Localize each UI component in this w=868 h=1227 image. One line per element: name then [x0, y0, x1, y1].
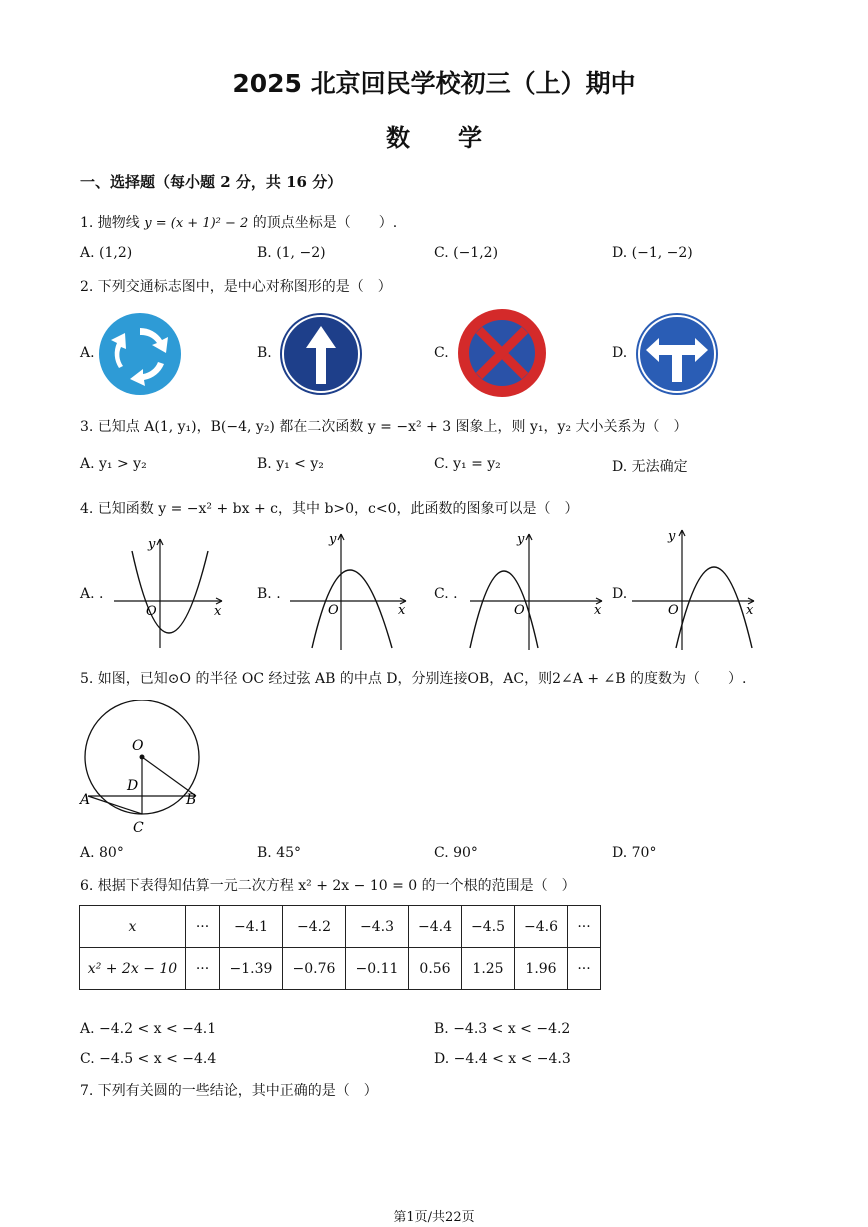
roundabout-sign-icon: [97, 312, 183, 396]
q3-option-a: A. y₁ > y₂: [80, 456, 147, 472]
q4-label-a: A. .: [80, 586, 104, 602]
q6-option-c: C. −4.5 < x < −4.4: [80, 1051, 217, 1067]
q4-label-b: B. .: [257, 586, 281, 602]
subject-title: 数学: [386, 124, 530, 152]
y-axis-label: y: [668, 529, 676, 544]
segment-ac: [88, 796, 142, 814]
table-cell: ···: [568, 906, 601, 948]
x-axis-label: x: [594, 603, 602, 618]
table-cell: −4.4: [409, 906, 462, 948]
table-cell: x² + 2x − 10: [80, 948, 186, 990]
q1-stem-prefix: 1. 抛物线: [80, 215, 140, 231]
q3-stem: 3. 已知点 A(1, y₁)，B(−4, y₂) 都在二次函数 y = −x² + 3 图象上，则 y₁，y₂ 大小关系为（ ）: [80, 419, 688, 435]
q4-graph-c: [466, 530, 606, 652]
x-axis-label: x: [746, 603, 754, 618]
label-d: D: [127, 778, 139, 794]
table-cell: −4.3: [346, 906, 409, 948]
q1-option-d: D. (−1, −2): [612, 245, 693, 261]
q5-stem: 5. 如图，已知⊙O 的半径 OC 经过弦 AB 的中点 D，分别连接OB，AC，则2∠A + ∠B 的度数为（ ）.: [80, 671, 747, 687]
table-cell: −0.11: [346, 948, 409, 990]
q1-option-a: A. (1,2): [80, 245, 133, 261]
q3-option-d: D. 无法确定: [612, 459, 688, 475]
table-cell: ···: [186, 948, 220, 990]
q4-label-d: D.: [612, 586, 628, 602]
q4-graph-a: [110, 533, 230, 651]
table-cell: 0.56: [409, 948, 462, 990]
q7-stem: 7. 下列有关圆的一些结论，其中正确的是（ ）: [80, 1083, 378, 1099]
q5-option-c: C. 90°: [434, 845, 478, 861]
origin-label: O: [328, 603, 339, 618]
q2-label-a: A.: [80, 345, 95, 361]
q2-label-b: B.: [257, 345, 272, 361]
table-cell: −4.1: [220, 906, 283, 948]
page-title: 2025 北京回民学校初三（上）期中: [232, 69, 636, 98]
table-cell: −0.76: [283, 948, 346, 990]
q1-option-b: B. (1, −2): [257, 245, 326, 261]
section-heading: 一、选择题（每小题 2 分，共 16 分）: [80, 173, 343, 191]
no-stopping-sign-icon: [456, 308, 548, 398]
label-o: O: [132, 738, 144, 754]
label-b: B: [186, 792, 197, 808]
q6-stem: 6. 根据下表得知估算一元二次方程 x² + 2x − 10 = 0 的一个根的范围是（ ）: [80, 878, 576, 894]
y-axis-label: y: [329, 532, 337, 547]
table-cell: −4.6: [515, 906, 568, 948]
table-cell: −4.5: [462, 906, 515, 948]
table-cell: x: [80, 906, 186, 948]
x-axis-label: x: [398, 603, 406, 618]
q4-stem: 4. 已知函数 y = −x² + bx + c，其中 b>0，c<0，此函数的图象可以是（ ）: [80, 501, 579, 517]
table-cell: −1.39: [220, 948, 283, 990]
q5-circle-figure: [76, 700, 208, 836]
q6-value-table: [79, 905, 601, 990]
parabola-curve: [676, 567, 752, 648]
q5-option-a: A. 80°: [80, 845, 124, 861]
table-row: [80, 948, 601, 990]
q2-stem: 2. 下列交通标志图中，是中心对称图形的是（ ）: [80, 279, 392, 295]
origin-label: O: [668, 603, 679, 618]
page-footer: 第1页/共22页: [393, 1210, 475, 1225]
q5-option-b: B. 45°: [257, 845, 302, 861]
turn-left-right-sign-icon: [635, 312, 719, 396]
q2-label-c: C.: [434, 345, 449, 361]
table-cell: 1.25: [462, 948, 515, 990]
q1-stem-suffix: 的顶点坐标是（ ）.: [252, 215, 398, 231]
q1-stem: [80, 212, 397, 232]
q4-graph-d: [630, 526, 758, 652]
q4-graph-b: [288, 530, 412, 652]
center-dot: [140, 755, 145, 760]
label-c: C: [133, 820, 144, 836]
y-axis-label: y: [148, 537, 156, 552]
q6-option-b: B. −4.3 < x < −4.2: [434, 1021, 571, 1037]
q4-label-c: C. .: [434, 586, 458, 602]
q1-option-c: C. (−1,2): [434, 245, 499, 261]
parabola-curve: [132, 551, 208, 633]
origin-label: O: [146, 604, 157, 619]
q5-option-d: D. 70°: [612, 845, 657, 861]
q3-option-c: C. y₁ = y₂: [434, 456, 501, 472]
table-cell: ···: [186, 906, 220, 948]
q1-formula: y = (x + 1)² − 2: [144, 216, 249, 231]
origin-label: O: [514, 603, 525, 618]
parabola-curve: [470, 571, 538, 648]
q3-option-b: B. y₁ < y₂: [257, 456, 324, 472]
table-cell: −4.2: [283, 906, 346, 948]
table-row: [80, 906, 601, 948]
q2-label-d: D.: [612, 345, 628, 361]
segment-ob: [142, 757, 196, 796]
straight-arrow-sign-icon: [278, 312, 364, 396]
table-cell: ···: [568, 948, 601, 990]
q6-option-d: D. −4.4 < x < −4.3: [434, 1051, 571, 1067]
parabola-curve: [312, 570, 392, 648]
q6-option-a: A. −4.2 < x < −4.1: [80, 1021, 217, 1037]
table-cell: 1.96: [515, 948, 568, 990]
x-axis-label: x: [214, 604, 222, 619]
label-a: A: [80, 792, 91, 808]
y-axis-label: y: [517, 532, 525, 547]
